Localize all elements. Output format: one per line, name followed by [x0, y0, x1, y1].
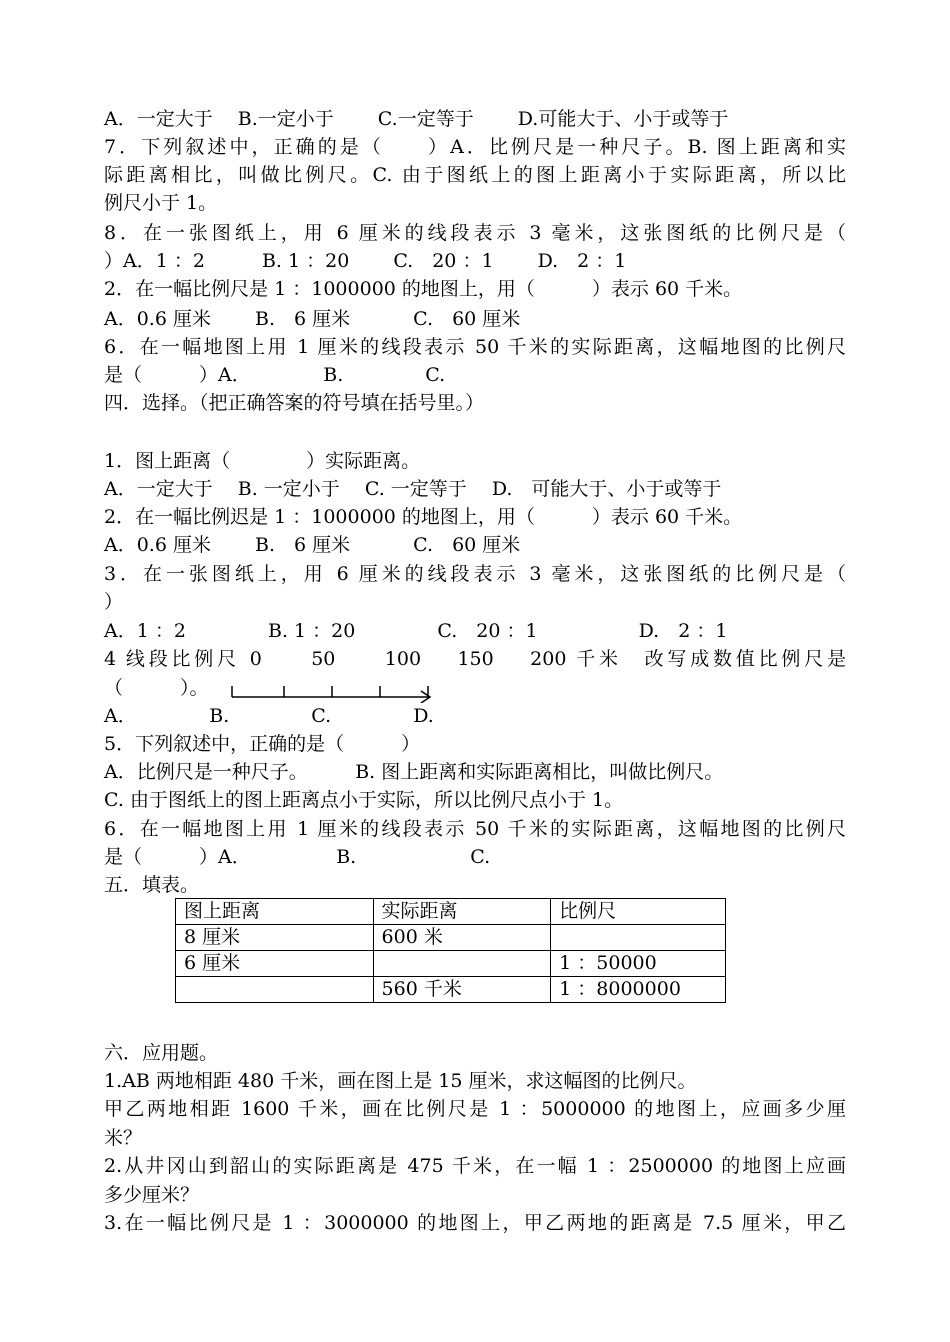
s4-q3-line2: ）: [104, 591, 124, 613]
table-header-cell: 实际距离: [373, 899, 551, 925]
q8-line1: 8．在一张图纸上，用 6 厘米的线段表示 3 毫米，这张图纸的比例尺是（: [104, 222, 846, 244]
table-cell[interactable]: 8 厘米: [176, 925, 374, 951]
line-scale-diagram: [228, 683, 438, 703]
s4-q4-line1: 4 线段比例尺 0 50 100 150 200 千米 改写成数值比例尺是: [104, 648, 846, 670]
s6-q1b-line2: 米？: [104, 1127, 143, 1149]
s4-q5-option-c: C. 由于图纸上的图上距离点小于实际，所以比例尺点小于 1。: [104, 789, 624, 811]
s4-q3-line1: 3．在一张图纸上，用 6 厘米的线段表示 3 毫米，这张图纸的比例尺是（: [104, 563, 846, 585]
s6-q3-line1: 3.在一幅比例尺是 1 ：3000000 的地图上，甲乙两地的距离是 7.5 厘米，甲乙: [104, 1212, 846, 1234]
q2-options: A．0.6 厘米 B. 6 厘米 C. 60 厘米: [104, 308, 521, 330]
table-cell[interactable]: 6 厘米: [176, 951, 374, 977]
s4-q6-line1: 6．在一幅地图上用 1 厘米的线段表示 50 千米的实际距离，这幅地图的比例尺: [104, 818, 846, 840]
table-cell[interactable]: 600 米: [373, 925, 551, 951]
q6-options: A．一定大于 B.一定小于 C.一定等于 D.可能大于、小于或等于: [104, 108, 729, 130]
table-header-cell: 比例尺: [551, 899, 726, 925]
s4-q3-options: A．1 ：2 B. 1 ：20 C. 20 ：1 D. 2 ：1: [104, 620, 728, 642]
table-cell[interactable]: [373, 951, 551, 977]
s4-q2: 2．在一幅比例迟是 1 ：1000000 的地图上，用（ ）表示 60 千米。: [104, 506, 743, 528]
table-cell[interactable]: 1 ：8000000: [551, 977, 726, 1003]
table-cell[interactable]: [551, 925, 726, 951]
q8-options: ）A．1 ：2 B. 1 ：20 C. 20 ：1 D. 2 ：1: [104, 250, 627, 272]
fill-table: [175, 898, 726, 1003]
s4-q2-options: A．0.6 厘米 B. 6 厘米 C. 60 厘米: [104, 534, 521, 556]
table-row: [176, 977, 726, 1003]
s4-q5: 5．下列叙述中，正确的是（ ）: [104, 733, 421, 755]
q7-line3: 例尺小于 1。: [104, 192, 218, 214]
table-row: [176, 925, 726, 951]
section-6-title: 六．应用题。: [104, 1042, 219, 1064]
table-row: [176, 951, 726, 977]
q7-line1: 7．下列叙述中，正确的是（ ）A．比例尺是一种尺子。B. 图上距离和实: [104, 136, 846, 158]
table-cell[interactable]: 560 千米: [373, 977, 551, 1003]
table-header-row: [176, 899, 726, 925]
q6b-line1: 6．在一幅地图上用 1 厘米的线段表示 50 千米的实际距离，这幅地图的比例尺: [104, 336, 846, 358]
s6-q2-line1: 2.从井冈山到韶山的实际距离是 475 千米，在一幅 1 ：2500000 的地图上应画: [104, 1155, 846, 1177]
s6-q1: 1.AB 两地相距 480 千米，画在图上是 15 厘米，求这幅图的比例尺。: [104, 1070, 697, 1092]
s4-q5-options-ab: A．比例尺是一种尺子。 B. 图上距离和实际距离相比，叫做比例尺。: [104, 761, 724, 783]
s4-q4-options: A． B. C. D.: [104, 705, 434, 727]
s4-q1-options: A．一定大于 B. 一定小于 C. 一定等于 D. 可能大于、小于或等于: [104, 478, 722, 500]
table-header-cell: 图上距离: [176, 899, 374, 925]
s4-q4-line2: （ ）。: [104, 677, 209, 699]
s4-q1: 1．图上距离（ ）实际距离。: [104, 450, 421, 472]
q6b-options: 是（ ）A． B. C.: [104, 364, 446, 386]
s4-q6-options: 是（ ）A． B. C.: [104, 846, 491, 868]
q2-line1: 2．在一幅比例尺是 1 ：1000000 的地图上，用（ ）表示 60 千米。: [104, 278, 743, 300]
table-cell[interactable]: 1 ：50000: [551, 951, 726, 977]
s6-q1b-line1: 甲乙两地相距 1600 千米，画在比例尺是 1 ：5000000 的地图上，应画多少厘: [104, 1098, 846, 1120]
s6-q2-line2: 多少厘米？: [104, 1184, 200, 1206]
table-cell[interactable]: [176, 977, 374, 1003]
q7-line2: 际距离相比，叫做比例尺。C. 由于图纸上的图上距离小于实际距离，所以比: [104, 164, 846, 186]
section-5-title: 五．填表。: [104, 874, 200, 896]
section-4-title: 四．选择。（把正确答案的符号填在括号里。）: [104, 392, 485, 414]
